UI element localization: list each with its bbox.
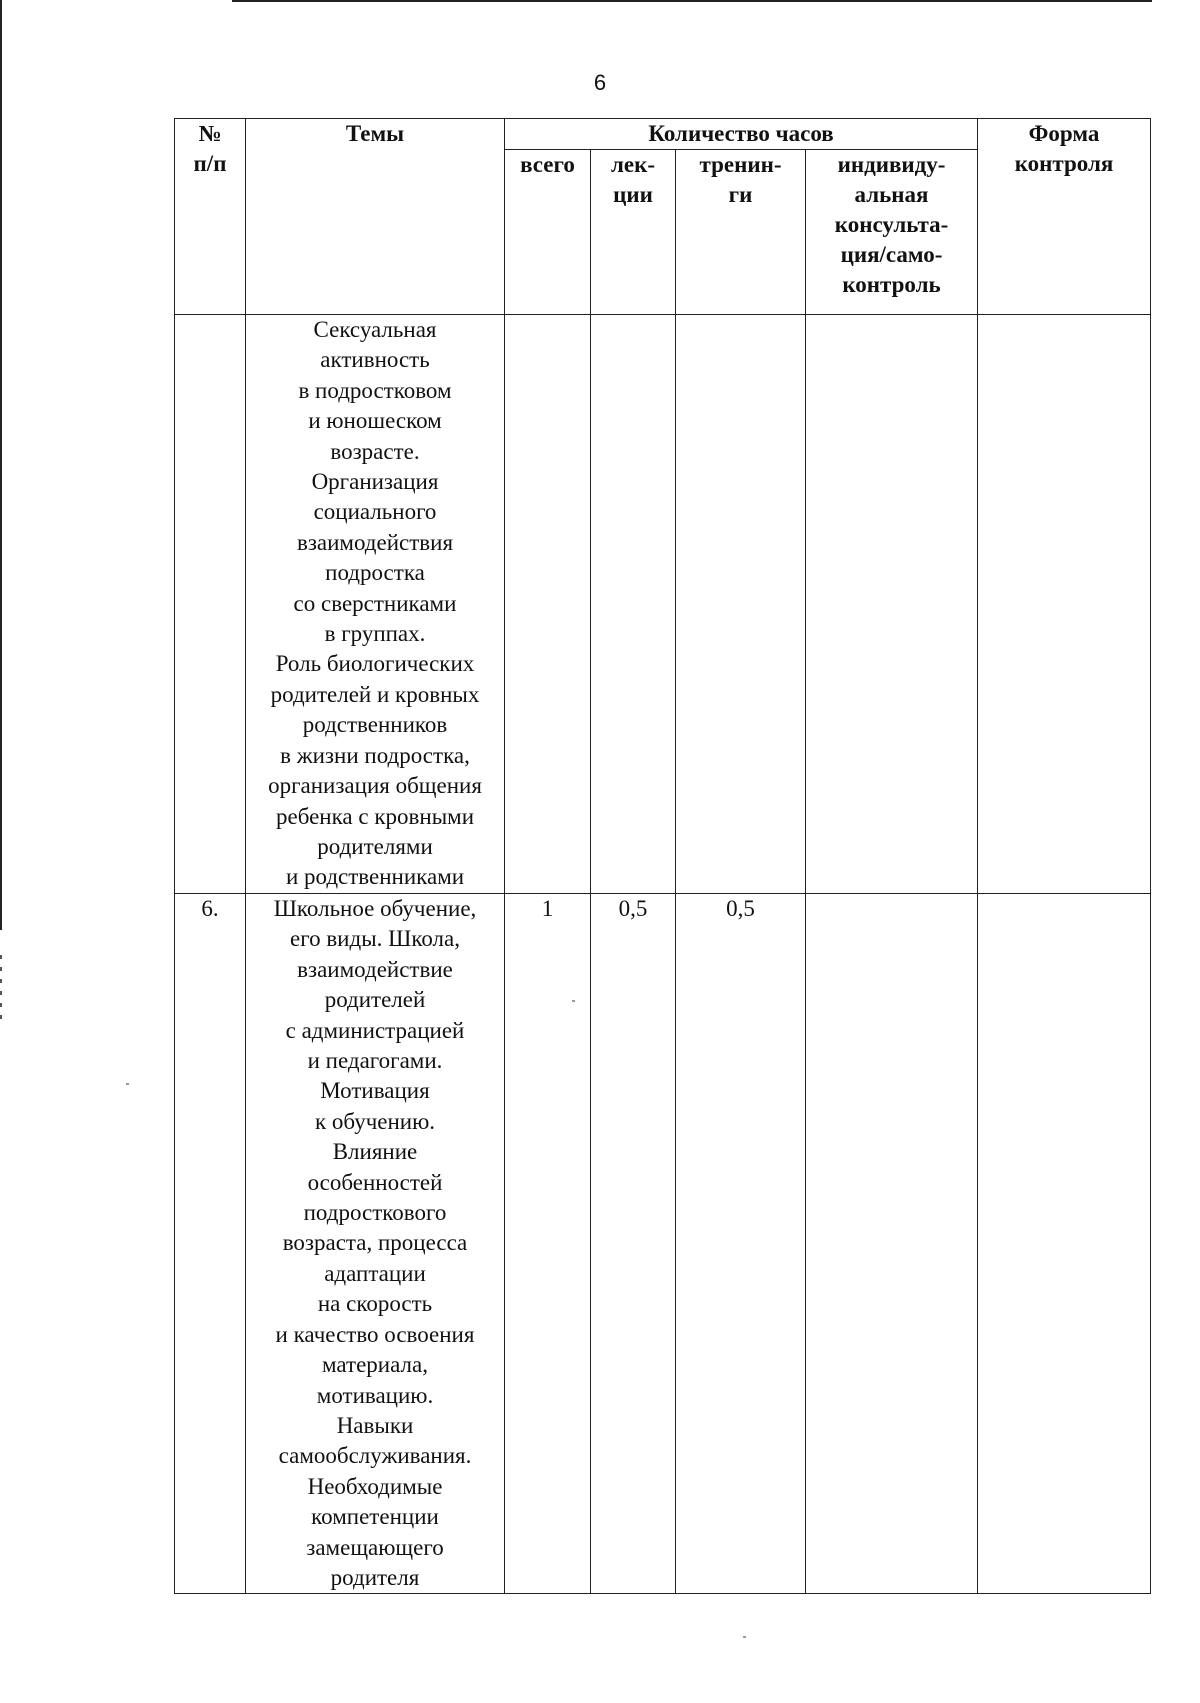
row-control-form	[978, 315, 1151, 894]
topic-line: родственников	[302, 712, 448, 738]
topic-line: самообслуживания.	[278, 1443, 472, 1469]
row-control-form	[978, 894, 1151, 1594]
table-row	[175, 315, 1151, 894]
scan-left-marks	[0, 955, 2, 1020]
topic-line: подростка	[325, 560, 425, 586]
scan-speck	[126, 1083, 129, 1085]
header-trainings	[676, 150, 806, 315]
header-lectures-line: лек-	[610, 152, 656, 177]
topic-line: к обучению.	[314, 1108, 436, 1134]
header-individual	[806, 150, 978, 315]
header-num-line: п/п	[193, 151, 227, 176]
topic-line: ребенка с кровными	[275, 803, 475, 829]
header-lectures	[591, 150, 676, 315]
row-individual	[806, 894, 978, 1594]
topic-line: особенностей	[307, 1169, 443, 1195]
row-individual	[806, 315, 978, 894]
topic-line: и педагогами.	[307, 1048, 443, 1074]
topic-line: Влияние	[332, 1139, 418, 1165]
header-trainings-line: ги	[728, 182, 753, 207]
topic-line: адаптации	[324, 1260, 426, 1286]
topic-line: со сверстниками	[293, 590, 457, 616]
topic-line: замещающего	[306, 1534, 444, 1560]
topic-line: Школьное обучение,	[273, 896, 477, 921]
curriculum-table	[174, 118, 1151, 1594]
header-control-form-line: контроля	[1014, 151, 1114, 176]
topic-line: взаимодействия	[296, 529, 454, 555]
topic-line: взаимодействие	[297, 956, 453, 982]
header-individual-line: индивиду-	[837, 152, 946, 177]
topic-line: подросткового	[303, 1200, 447, 1226]
topic-line: в подростковом	[298, 377, 452, 403]
row-num	[175, 315, 246, 894]
topic-line: в группах.	[324, 621, 426, 647]
row-lectures	[591, 315, 676, 894]
header-lectures-line: ции	[613, 182, 653, 207]
topic-line: Мотивация	[320, 1078, 430, 1104]
topic-line: материала,	[322, 1352, 428, 1378]
row-trainings	[676, 315, 806, 894]
topic-line: компетенции	[311, 1504, 439, 1530]
row-trainings: 0,5	[676, 894, 806, 1594]
row-topic	[246, 315, 505, 894]
topic-line: Необходимые	[307, 1473, 443, 1499]
topic-line: его виды. Школа,	[290, 926, 460, 952]
topic-line: Организация	[311, 469, 439, 495]
page-number: 6	[593, 70, 607, 95]
topic-line: мотивацию.	[316, 1382, 434, 1408]
header-individual-line: контроль	[842, 272, 941, 297]
topic-line: активность	[320, 347, 430, 373]
topic-line: в жизни подростка,	[280, 742, 470, 768]
header-row	[175, 119, 1151, 150]
header-trainings-line: тренин-	[699, 152, 782, 177]
topic-line: и качество освоения	[275, 1321, 475, 1347]
topic-line: организация общения	[268, 773, 482, 799]
row-num: 6.	[175, 894, 246, 1594]
table-row	[175, 894, 1151, 1594]
scan-speck	[743, 1636, 746, 1638]
topic-line: и родственниками	[285, 864, 465, 890]
row-lectures: 0,5	[591, 894, 676, 1594]
topic-line: социального	[313, 499, 437, 525]
header-hours-group: Количество часов	[505, 119, 978, 150]
topic-line: родителя	[330, 1564, 420, 1590]
row-topic	[246, 894, 505, 1594]
topic-line: Навыки	[336, 1412, 414, 1438]
topic-line: Роль биологических	[275, 651, 475, 677]
topic-line: родителей и кровных	[270, 681, 480, 707]
topic-line: возраста, процесса	[282, 1230, 468, 1256]
header-individual-line: альная	[854, 182, 929, 207]
scan-top-rule	[232, 0, 1152, 2]
topic-line: и юношеском	[308, 408, 442, 434]
row-total	[505, 315, 591, 894]
row-total: 1	[505, 894, 591, 1594]
topic-line: родителей	[324, 987, 426, 1013]
header-num-line: №	[198, 121, 222, 146]
topic-line: с администрацией	[285, 1017, 465, 1043]
header-individual-line: ция/само-	[840, 242, 943, 267]
topic-line: на скорость	[317, 1291, 433, 1317]
header-total: всего	[505, 150, 591, 315]
header-topics: Темы	[246, 119, 505, 315]
topic-line: Сексуальная	[313, 317, 437, 342]
header-num	[175, 119, 246, 315]
topic-line: возрасте.	[330, 438, 420, 464]
scan-left-rule	[0, 0, 2, 930]
header-individual-line: консульта-	[834, 212, 949, 237]
header-control-form-line: Форма	[1028, 121, 1100, 146]
topic-line: родителями	[317, 833, 433, 859]
header-control-form	[978, 119, 1151, 315]
